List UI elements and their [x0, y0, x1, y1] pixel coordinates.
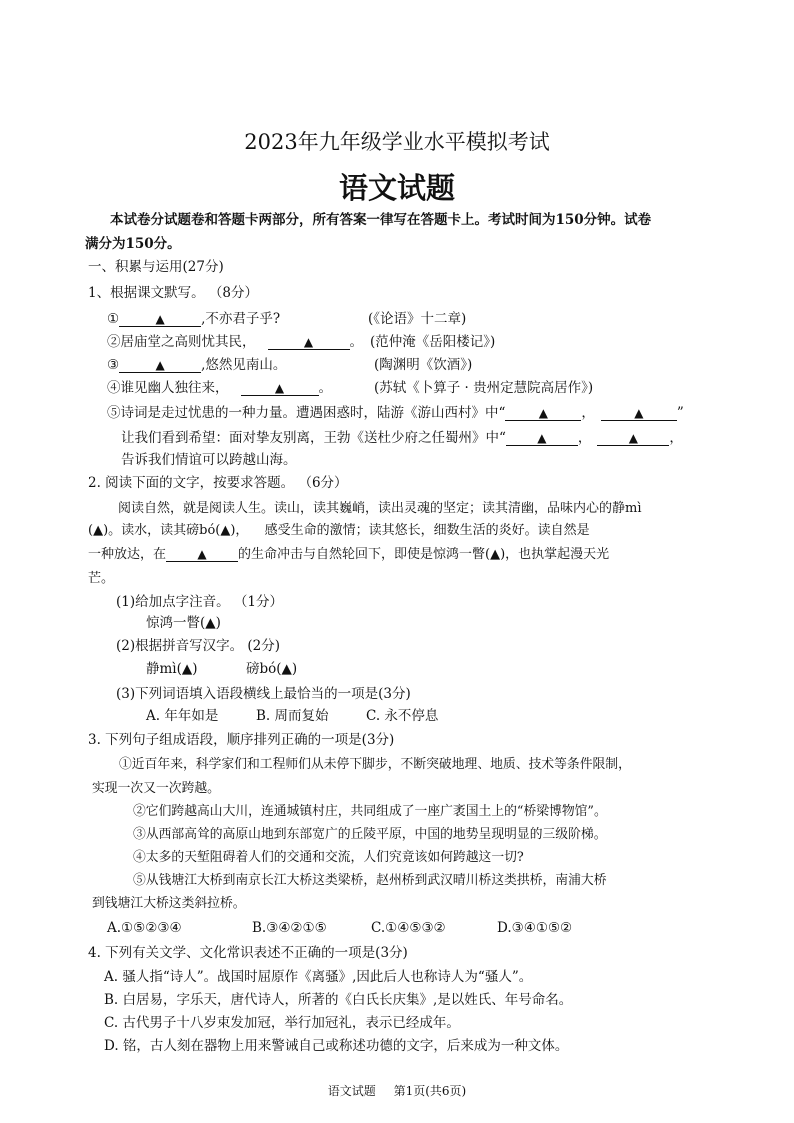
exam-title: 2023年九年级学业水平模拟考试	[244, 130, 550, 154]
triangle-icon: ▲	[155, 358, 165, 372]
q2-sub-2-a: 静mì(▲)	[146, 661, 198, 677]
answer-blank	[166, 547, 238, 562]
item-text: ②居庙堂之高则忧其民，	[107, 334, 256, 350]
q1-source-4: (苏轼《卜算子 · 贵州定慧院高居作》)	[374, 380, 594, 396]
q3-option-d: D.③④①⑤②	[497, 920, 573, 936]
triangle-icon: ▲	[155, 312, 165, 326]
q3-option-c: C.①④⑤③②	[371, 920, 446, 936]
q1-source-1: (《论语》十二章)	[368, 311, 467, 327]
item-text: ，	[669, 430, 683, 446]
q4-option-d: D. 铭，古人刻在器物上用来警诫自己或称述功德的文字，后来成为一种文体。	[104, 1038, 569, 1054]
item-text: ④谁见幽人独往来，	[107, 380, 229, 396]
answer-blank	[505, 406, 581, 421]
q2-option-b: B. 周而复始	[256, 708, 329, 724]
q2-passage-line-4: 芒。	[88, 571, 115, 586]
triangle-icon: ▲	[537, 431, 547, 445]
q2-sub-2: (2)根据拼音写汉字。 (2分)	[116, 638, 281, 654]
triangle-icon: ▲	[628, 431, 639, 445]
item-text: ,悠然见南山。	[201, 357, 287, 373]
passage-text: (▲)。读水，读其磅bó(▲)，	[88, 523, 249, 538]
item-text: ,不亦君子乎?	[201, 311, 281, 327]
item-text: ①	[107, 311, 120, 327]
intro-line-1: 本试卷分试题卷和答题卡两部分，所有答案一律写在答题卡上。考试时间为150分钟。试卷	[110, 212, 652, 228]
triangle-icon: ▲	[303, 335, 314, 349]
answer-blank	[268, 335, 350, 350]
q2-sub-1-answer: 惊鸿一瞥(▲)	[146, 615, 221, 631]
q3-sentence-2: ②它们跨越高山大川，连通城镇村庄，共同组成了一座广袤国土上的“桥梁博物馆”。	[133, 804, 607, 819]
page-footer	[0, 1082, 794, 1099]
q2-option-c: C. 永不停息	[366, 708, 439, 724]
triangle-icon: ▲	[274, 381, 285, 395]
q3-sentence-4: ④太多的天堑阻碍着人们的交通和交流，人们究竟该如何跨越这一切?	[133, 850, 524, 865]
q2-passage-line-2	[88, 522, 590, 540]
passage-text: 感受生命的激情；读其悠长，细数生活的炎好。读自然是	[264, 523, 590, 538]
q2-sub-1: (1)给加点字注音。 （1分）	[116, 594, 284, 610]
triangle-icon: ▲	[634, 406, 644, 420]
q2-sub-2-b: 磅bó(▲)	[246, 661, 298, 677]
answer-blank	[119, 312, 201, 327]
footer-page-number: 第1页(共6页)	[393, 1084, 467, 1098]
q3-option-a: A.①⑤②③④	[107, 920, 182, 936]
q1-source-2: (范仲淹《岳阳楼记》)	[370, 334, 496, 350]
q3-sentence-5-line-2: 到钱塘江大桥这类斜拉桥。	[92, 896, 246, 911]
q1-source-3: (陶渊明《饮酒》)	[374, 357, 473, 373]
q1-item-4	[107, 379, 332, 397]
q1-item-2	[107, 333, 363, 351]
q3-sentence-3: ③从西部高耸的高原山地到东部宽广的丘陵平原，中国的地势呈现明显的三级阶梯。	[133, 827, 607, 842]
q1-item-3	[107, 356, 286, 374]
q4-option-b: B. 白居易，字乐天，唐代诗人，所著的《白氏长庆集》,是以姓氏、年号命名。	[104, 992, 573, 1008]
item-text: ，	[577, 430, 592, 446]
answer-blank	[241, 381, 319, 396]
passage-text: 的生命冲击与自然轮回下，即使是惊鸿一瞥(▲)，也执掌起漫天光	[238, 547, 610, 562]
q2-passage-line-1: 阅读自然，就是阅读人生。读山，读其巍峭，读出灵魂的坚定；读其清幽，品味内心的静mì	[118, 501, 642, 516]
q3-sentence-1-line-1: ①近百年来，科学家们和工程师们从未停下脚步，不断突破地理、地质、技术等条件限制，	[119, 757, 631, 772]
answer-blank	[601, 406, 677, 421]
passage-text: 一种放达，在	[88, 547, 167, 562]
subject-title: 语文试题	[338, 171, 455, 205]
q3-stem: 3. 下列句子组成语段，顺序排列正确的一项是(3分)	[88, 732, 395, 748]
item-text: ③	[107, 357, 120, 373]
q3-sentence-1-line-2: 实现一次又一次跨越。	[92, 781, 220, 796]
q3-option-b: B.③④②①⑤	[252, 920, 327, 936]
item-text: 。	[349, 334, 363, 350]
q2-stem: 2. 阅读下面的文字，按要求答题。 （6分）	[88, 475, 348, 491]
item-text: 。	[318, 380, 332, 396]
answer-blank	[597, 431, 669, 446]
answer-blank	[119, 358, 201, 373]
item-text: ⑤诗词是走过忧患的一种力量。遭遇困惑时，陆游《游山西村》中“	[107, 405, 506, 421]
q2-option-a: A. 年年如是	[146, 708, 219, 724]
q4-stem: 4. 下列有关文学、文化常识表述不正确的一项是(3分)	[88, 945, 408, 961]
footer-subject: 语文试题	[327, 1084, 376, 1098]
q4-option-a: A. 骚人指“诗人”。战国时屈原作《离骚》,因此后人也称诗人为“骚人”。	[104, 969, 533, 985]
q1-item-1	[107, 310, 280, 328]
item-text: ”	[676, 405, 684, 421]
q1-item-5-line-3: 告诉我们情谊可以跨越山海。	[121, 452, 297, 468]
triangle-icon: ▲	[197, 547, 207, 561]
item-text: 让我们看到希望：面对挚友别离，王勃《送杜少府之任蜀州》中“	[121, 430, 506, 446]
q3-sentence-5-line-1: ⑤从钱塘江大桥到南京长江大桥这类梁桥，赵州桥到武汉晴川桥这类拱桥，南浦大桥	[133, 873, 607, 888]
triangle-icon: ▲	[538, 406, 549, 420]
item-text: ，	[581, 405, 595, 421]
q1-item-5-line-2	[121, 429, 683, 447]
q2-passage-line-3	[88, 546, 609, 564]
answer-blank	[506, 431, 578, 446]
q1-stem: 1、根据课文默写。 （8分）	[88, 285, 258, 301]
q2-sub-3: (3)下列词语填入语段横线上最恰当的一项是(3分)	[116, 686, 411, 702]
q1-item-5-line-1	[107, 404, 684, 422]
section-heading: 一、积累与运用(27分)	[88, 259, 224, 275]
q4-option-c: C. 古代男子十八岁束发加冠，举行加冠礼，表示已经成年。	[104, 1015, 460, 1031]
intro-line-2: 满分为150分。	[85, 236, 181, 252]
